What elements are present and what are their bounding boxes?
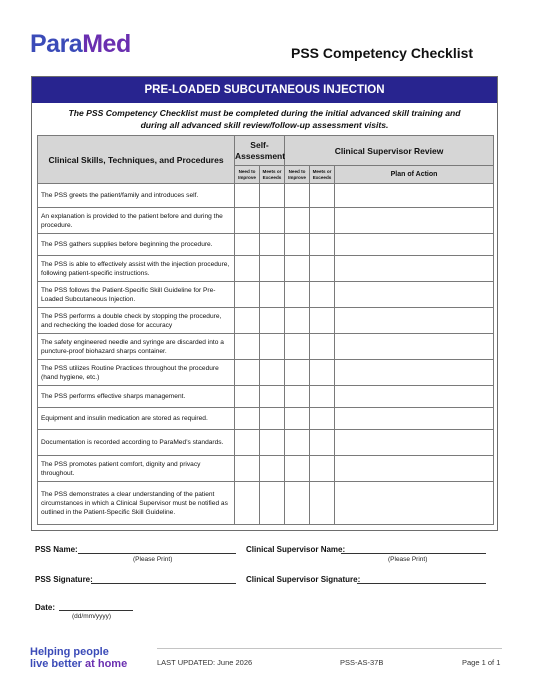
self-meets-or-exceeds-cell[interactable] bbox=[260, 308, 285, 334]
document-title: PSS Competency Checklist bbox=[291, 45, 474, 61]
pss-signature-line[interactable] bbox=[91, 583, 236, 584]
self-need-to-improve-cell[interactable] bbox=[235, 208, 260, 234]
table-row bbox=[38, 208, 494, 234]
supervisor-need-to-improve-cell[interactable] bbox=[285, 282, 310, 308]
self-meets-or-exceeds-cell[interactable] bbox=[260, 482, 285, 525]
date-label: Date: bbox=[35, 603, 56, 612]
skill-text: An explanation is provided to the patient before and during the procedure. bbox=[38, 208, 235, 234]
supervisor-meets-or-exceeds-cell[interactable] bbox=[310, 256, 335, 282]
supervisor-meets-or-exceeds-cell[interactable] bbox=[310, 234, 335, 256]
intro-line-1: The PSS Competency Checklist must be completed during the initial advanced skill training and bbox=[68, 108, 461, 118]
self-need-to-improve-cell[interactable] bbox=[235, 386, 260, 408]
table-row bbox=[38, 456, 494, 482]
skill-text: The PSS promotes patient comfort, dignity and privacy throughout. bbox=[38, 456, 235, 482]
skill-text: The PSS demonstrates a clear understanding of the patient circumstances in which a Clinical Supervisor must be notified as outlined in the Patient-Specific Skill Guideline. bbox=[38, 482, 235, 525]
self-meets-or-exceeds-cell[interactable] bbox=[260, 456, 285, 482]
supervisor-signature-line[interactable] bbox=[357, 583, 486, 584]
table-row bbox=[38, 334, 494, 360]
supervisor-need-to-improve-cell[interactable] bbox=[285, 334, 310, 360]
supervisor-need-to-improve-cell[interactable] bbox=[285, 430, 310, 456]
table-row bbox=[38, 282, 494, 308]
self-meets-or-exceeds-cell[interactable] bbox=[260, 234, 285, 256]
supervisor-name-hint: (Please Print) bbox=[388, 556, 428, 563]
supervisor-meets-or-exceeds-cell[interactable] bbox=[310, 334, 335, 360]
tagline-live-better: live better bbox=[30, 658, 82, 670]
plan-of-action-cell[interactable] bbox=[335, 234, 494, 256]
supervisor-need-to-improve-cell[interactable] bbox=[285, 482, 310, 525]
last-updated: LAST UPDATED: June 2026 bbox=[157, 658, 253, 667]
supervisor-need-to-improve-cell[interactable] bbox=[285, 256, 310, 282]
tagline-at-home: at home bbox=[85, 658, 128, 670]
supervisor-name-label: Clinical Supervisor Name: bbox=[246, 545, 346, 554]
tagline-line-2 bbox=[30, 658, 127, 670]
self-meets-or-exceeds-cell[interactable] bbox=[260, 256, 285, 282]
competency-table bbox=[37, 135, 494, 525]
supervisor-meets-or-exceeds-cell[interactable] bbox=[310, 308, 335, 334]
logo-text-para: Para bbox=[30, 30, 83, 58]
plan-of-action-cell[interactable] bbox=[335, 308, 494, 334]
self-meets-or-exceeds-cell[interactable] bbox=[260, 360, 285, 386]
intro-text bbox=[32, 108, 497, 131]
supervisor-need-to-improve-cell[interactable] bbox=[285, 234, 310, 256]
plan-of-action-cell[interactable] bbox=[335, 282, 494, 308]
skill-text: The PSS gathers supplies before beginning the procedure. bbox=[38, 234, 235, 256]
checklist-frame bbox=[31, 76, 498, 531]
supervisor-meets-or-exceeds-cell[interactable] bbox=[310, 282, 335, 308]
pss-name-line[interactable] bbox=[78, 553, 236, 554]
self-assessment-header: Self-Assessment bbox=[235, 136, 285, 166]
table-row bbox=[38, 184, 494, 208]
supervisor-need-to-improve-cell[interactable] bbox=[285, 184, 310, 208]
plan-of-action-cell[interactable] bbox=[335, 360, 494, 386]
self-need-to-improve-cell[interactable] bbox=[235, 308, 260, 334]
table-row bbox=[38, 430, 494, 456]
supervisor-need-to-improve-cell[interactable] bbox=[285, 208, 310, 234]
self-meets-or-exceeds-cell[interactable] bbox=[260, 408, 285, 430]
skill-text: The PSS performs a double check by stopping the procedure, and rechecking the loaded dose for accuracy bbox=[38, 308, 235, 334]
supervisor-need-to-improve-cell[interactable] bbox=[285, 408, 310, 430]
self-meets-or-exceeds-header: Meets or Exceeds bbox=[260, 166, 285, 184]
form-code: PSS-AS-37B bbox=[340, 658, 384, 667]
skill-text: The PSS performs effective sharps management. bbox=[38, 386, 235, 408]
supervisor-signature-label: Clinical Supervisor Signature: bbox=[246, 575, 361, 584]
self-meets-or-exceeds-cell[interactable] bbox=[260, 208, 285, 234]
supervisor-meets-or-exceeds-cell[interactable] bbox=[310, 360, 335, 386]
table-row bbox=[38, 234, 494, 256]
pss-name-hint: (Please Print) bbox=[133, 556, 173, 563]
self-need-to-improve-cell[interactable] bbox=[235, 482, 260, 525]
skill-text: The PSS utilizes Routine Practices throughout the procedure (hand hygiene, etc.) bbox=[38, 360, 235, 386]
supervisor-name-line[interactable] bbox=[341, 553, 486, 554]
self-need-to-improve-cell[interactable] bbox=[235, 184, 260, 208]
footer-divider bbox=[157, 648, 502, 649]
self-meets-or-exceeds-cell[interactable] bbox=[260, 430, 285, 456]
table-row bbox=[38, 308, 494, 334]
plan-of-action-cell[interactable] bbox=[335, 334, 494, 360]
self-need-to-improve-cell[interactable] bbox=[235, 430, 260, 456]
table-row bbox=[38, 408, 494, 430]
pss-name-label: PSS Name: bbox=[35, 545, 78, 554]
plan-of-action-cell[interactable] bbox=[335, 184, 494, 208]
supervisor-meets-or-exceeds-cell[interactable] bbox=[310, 386, 335, 408]
supervisor-meets-or-exceeds-cell[interactable] bbox=[310, 482, 335, 525]
tagline-line-1: Helping people bbox=[30, 646, 109, 658]
self-meets-or-exceeds-cell[interactable] bbox=[260, 184, 285, 208]
supervisor-need-to-improve-cell[interactable] bbox=[285, 360, 310, 386]
self-need-to-improve-cell[interactable] bbox=[235, 408, 260, 430]
plan-of-action-header: Plan of Action bbox=[335, 166, 494, 184]
supervisor-need-to-improve-cell[interactable] bbox=[285, 386, 310, 408]
date-hint: (dd/mm/yyyy) bbox=[72, 613, 111, 620]
table-row bbox=[38, 256, 494, 282]
skill-text: The PSS follows the Patient-Specific Skill Guideline for Pre-Loaded Subcutaneous Injection. bbox=[38, 282, 235, 308]
supervisor-meets-or-exceeds-cell[interactable] bbox=[310, 456, 335, 482]
paramed-logo bbox=[30, 30, 131, 59]
table-row bbox=[38, 386, 494, 408]
date-line[interactable] bbox=[59, 610, 133, 611]
plan-of-action-cell[interactable] bbox=[335, 482, 494, 525]
plan-of-action-cell[interactable] bbox=[335, 256, 494, 282]
clinical-supervisor-review-header: Clinical Supervisor Review bbox=[285, 136, 494, 166]
self-need-to-improve-cell[interactable] bbox=[235, 456, 260, 482]
page-number: Page 1 of 1 bbox=[462, 658, 501, 667]
supervisor-meets-or-exceeds-cell[interactable] bbox=[310, 430, 335, 456]
self-need-to-improve-header: Need to Improve bbox=[235, 166, 260, 184]
supervisor-meets-or-exceeds-cell[interactable] bbox=[310, 408, 335, 430]
skill-text: Equipment and insulin medication are stored as required. bbox=[38, 408, 235, 430]
skill-text: The PSS is able to effectively assist with the injection procedure, following patient-specific instructions. bbox=[38, 256, 235, 282]
table-row bbox=[38, 360, 494, 386]
self-need-to-improve-cell[interactable] bbox=[235, 256, 260, 282]
pss-signature-label: PSS Signature: bbox=[35, 575, 93, 584]
plan-of-action-cell[interactable] bbox=[335, 208, 494, 234]
supervisor-need-to-improve-cell[interactable] bbox=[285, 308, 310, 334]
skill-text: Documentation is recorded according to ParaMed’s standards. bbox=[38, 430, 235, 456]
self-meets-or-exceeds-cell[interactable] bbox=[260, 334, 285, 360]
plan-of-action-cell[interactable] bbox=[335, 430, 494, 456]
supervisor-meets-or-exceeds-cell[interactable] bbox=[310, 208, 335, 234]
self-meets-or-exceeds-cell[interactable] bbox=[260, 282, 285, 308]
intro-line-2: during all advanced skill review/follow-up assessment visits. bbox=[140, 119, 389, 130]
supervisor-need-to-improve-cell[interactable] bbox=[285, 456, 310, 482]
skills-header: Clinical Skills, Techniques, and Procedures bbox=[38, 136, 235, 184]
skill-text: The PSS greets the patient/family and introduces self. bbox=[38, 184, 235, 208]
self-need-to-improve-cell[interactable] bbox=[235, 282, 260, 308]
self-meets-or-exceeds-cell[interactable] bbox=[260, 386, 285, 408]
self-need-to-improve-cell[interactable] bbox=[235, 360, 260, 386]
logo-text-med: Med bbox=[82, 30, 131, 58]
supervisor-meets-or-exceeds-cell[interactable] bbox=[310, 184, 335, 208]
procedure-banner: PRE-LOADED SUBCUTANEOUS INJECTION bbox=[32, 77, 497, 103]
plan-of-action-cell[interactable] bbox=[335, 408, 494, 430]
supervisor-meets-or-exceeds-header: Meets or Exceeds bbox=[310, 166, 335, 184]
self-need-to-improve-cell[interactable] bbox=[235, 234, 260, 256]
plan-of-action-cell[interactable] bbox=[335, 456, 494, 482]
plan-of-action-cell[interactable] bbox=[335, 386, 494, 408]
supervisor-need-to-improve-header: Need to Improve bbox=[285, 166, 310, 184]
skill-text: The safety engineered needle and syringe are discarded into a puncture-proof biohazard sharps container. bbox=[38, 334, 235, 360]
self-need-to-improve-cell[interactable] bbox=[235, 334, 260, 360]
table-row bbox=[38, 482, 494, 525]
